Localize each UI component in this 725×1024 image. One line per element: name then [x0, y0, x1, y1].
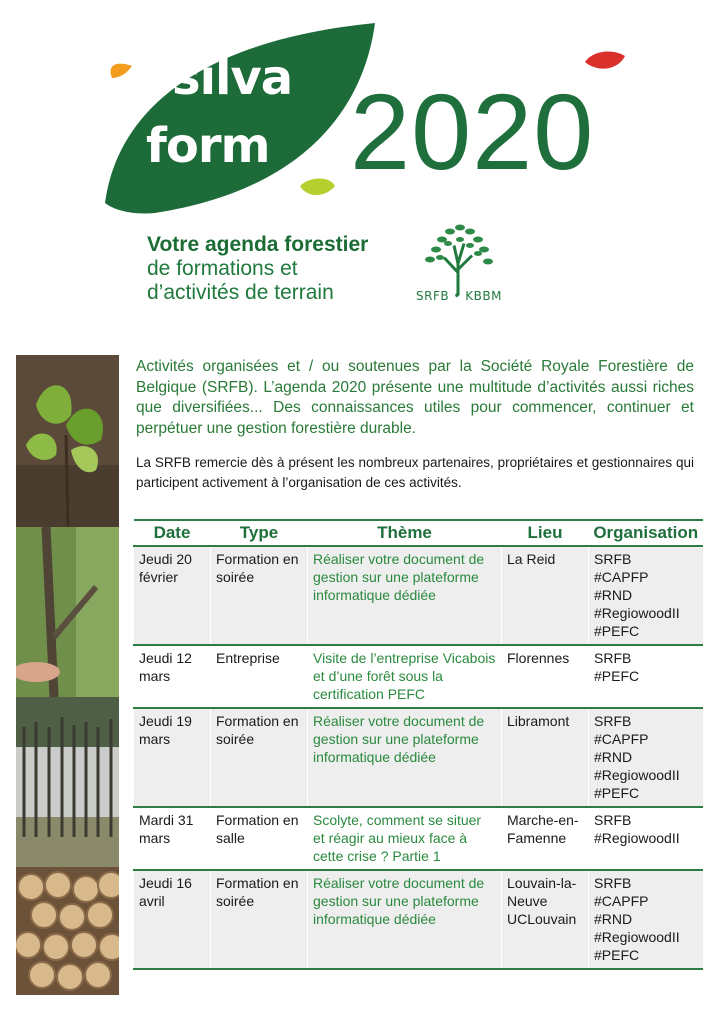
table-row: [134, 870, 704, 969]
org-tag: #RND: [594, 911, 633, 927]
cell-type: Entreprise: [211, 645, 308, 708]
header: [0, 0, 725, 330]
cell-date: Jeudi 16 avril: [134, 870, 211, 969]
year-title: 2020: [350, 71, 595, 192]
cell-organisation: [589, 807, 704, 870]
cell-place: Libramont: [502, 708, 589, 807]
cell-type: Formation en soirée: [211, 870, 308, 969]
org-tag: SRFB: [594, 875, 632, 891]
org-tag: #CAPFP: [594, 569, 649, 585]
org-tag: SRFB: [594, 812, 632, 828]
cell-organisation: [589, 645, 704, 708]
header-date: Date: [134, 520, 211, 546]
cell-theme: Réaliser votre document de gestion sur une plateforme informatique dédiée: [308, 870, 502, 969]
org-tag: SRFB: [594, 713, 632, 729]
cell-theme: Visite de l’entreprise Vicabois et d’une forêt sous la certification PEFC: [308, 645, 502, 708]
table-row: [134, 807, 704, 870]
org-tag: #PEFC: [594, 785, 640, 801]
header-theme: Thème: [308, 520, 502, 546]
cell-type: Formation en salle: [211, 807, 308, 870]
header-type: Type: [211, 520, 308, 546]
table-row: [134, 546, 704, 645]
org-tag: #RegiowoodII: [594, 767, 680, 783]
tagline: [147, 233, 368, 305]
tagline-line-2: de formations et: [147, 257, 298, 280]
org-tag: SRFB: [594, 551, 632, 567]
cell-date: Mardi 31 mars: [134, 807, 211, 870]
photo-strip: [16, 355, 119, 995]
header-organisation: Organisation: [589, 520, 704, 546]
cell-theme: Réaliser votre document de gestion sur une plateforme informatique dédiée: [308, 546, 502, 645]
tagline-bold: Votre agenda forestier: [147, 233, 369, 256]
agenda-table: [133, 519, 703, 970]
cell-type: Formation en soirée: [211, 546, 308, 645]
thanks-paragraph: La SRFB remercie dès à présent les nombreux partenaires, propriétaires et gestionnaires qui participent activement à l’organisation de ces activités.: [136, 455, 694, 490]
org-tag: #RND: [594, 587, 633, 603]
tree-bark-photo: [16, 527, 119, 697]
log-pile-photo: [16, 867, 119, 995]
cell-theme: Réaliser votre document de gestion sur une plateforme informatique dédiée: [308, 708, 502, 807]
header-place: Lieu: [502, 520, 589, 546]
cell-organisation: [589, 546, 704, 645]
org-tag: #PEFC: [594, 623, 640, 639]
cell-type: Formation en soirée: [211, 708, 308, 807]
org-tag: #RND: [594, 749, 633, 765]
org-tag: #PEFC: [594, 668, 640, 684]
org-tag: #RegiowoodII: [594, 605, 680, 621]
table-header-row: [134, 520, 704, 546]
table-row: [134, 645, 704, 708]
table-row: [134, 708, 704, 807]
cell-place: Florennes: [502, 645, 589, 708]
srfb-logo-text: SRFB • KBBM: [416, 289, 502, 303]
cell-place: Louvain-la-Neuve UCLouvain: [502, 870, 589, 969]
cell-theme: Scolyte, comment se situer et réagir au mieux face à cette crise ? Partie 1: [308, 807, 502, 870]
logo-word-silva: silva: [172, 50, 293, 106]
org-tag: #CAPFP: [594, 731, 649, 747]
org-tag: #CAPFP: [594, 893, 649, 909]
org-tag: SRFB: [594, 650, 632, 666]
logo-word-form: form: [146, 118, 270, 174]
tagline-line-3: d’activités de terrain: [147, 281, 334, 304]
cell-organisation: [589, 708, 704, 807]
org-tag: #PEFC: [594, 947, 640, 963]
cell-place: Marche-en-Famenne: [502, 807, 589, 870]
org-tag: #RegiowoodII: [594, 830, 680, 846]
cell-date: Jeudi 12 mars: [134, 645, 211, 708]
cell-date: Jeudi 20 février: [134, 546, 211, 645]
org-tag: #RegiowoodII: [594, 929, 680, 945]
intro-paragraph: Activités organisées et / ou soutenues par la Société Royale Forestière de Belgique (SRFB). L’agenda 2020 présente une multitude d’activités aussi riches que diversifiées... Des connaissances utiles pour commencer, continuer et perpétuer une gestion forestière durable.: [136, 358, 694, 437]
cell-organisation: [589, 870, 704, 969]
cell-place: La Reid: [502, 546, 589, 645]
cell-date: Jeudi 19 mars: [134, 708, 211, 807]
oak-seedling-photo: [16, 355, 119, 527]
pine-forest-photo: [16, 697, 119, 867]
